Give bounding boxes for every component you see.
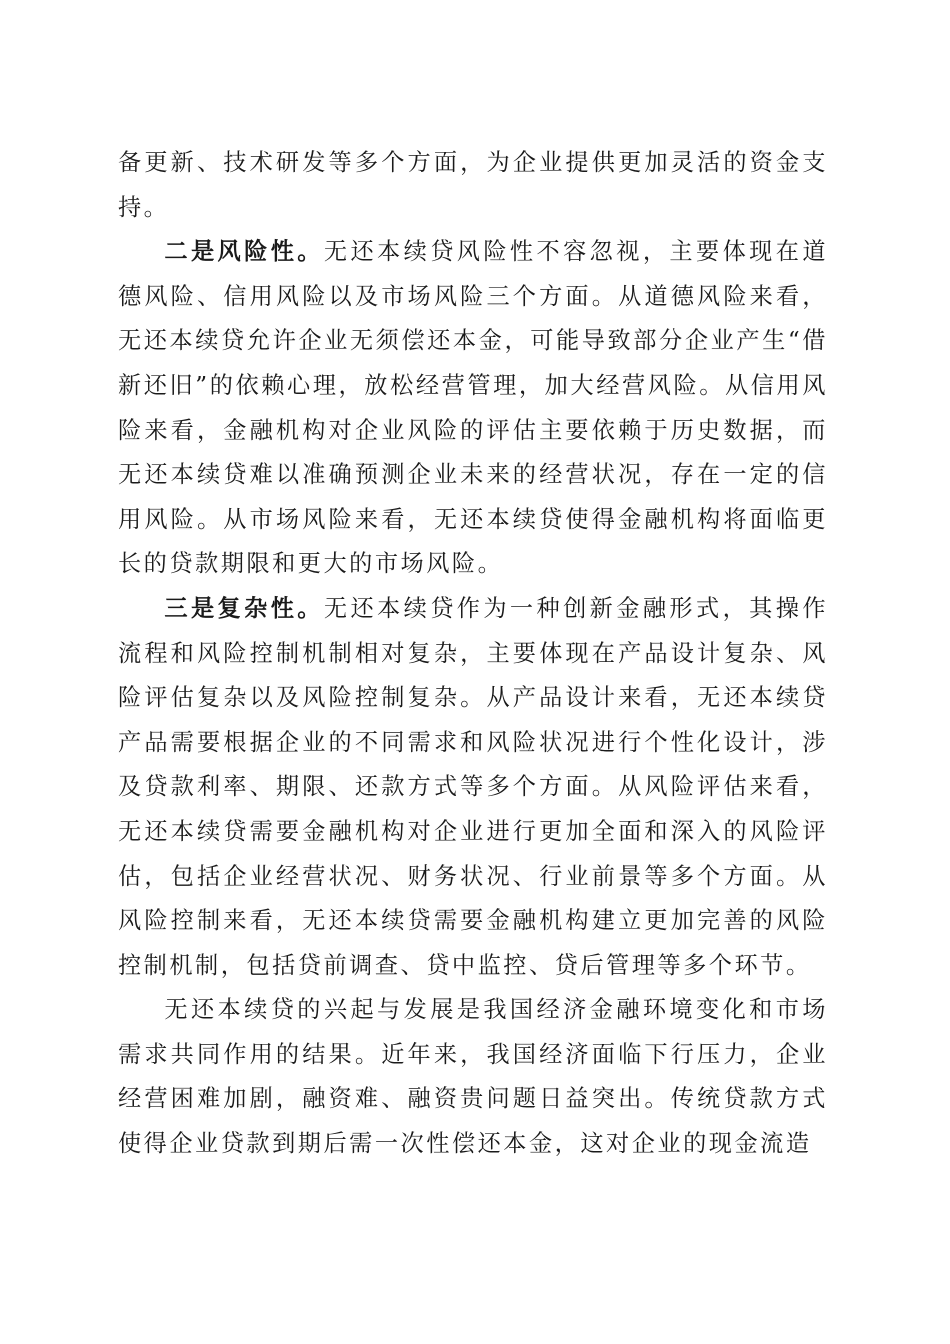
paragraph-background [118, 988, 828, 1166]
document-body [118, 141, 828, 1167]
paragraph-continuation [118, 141, 828, 230]
paragraph-text: 备更新、技术研发等多个方面，为企业提供更加灵活的资金支持。 [118, 149, 828, 221]
paragraph-risk [118, 230, 828, 587]
paragraph-text: 无还本续贷的兴起与发展是我国经济金融环境变化和市场需求共同作用的结果。近年来，我国经济面临下行压力，企业经营困难加剧，融资难、融资贵问题日益突出。传统贷款方式使得企业贷款到期后需一次性偿还本金，这对企业的现金流造 [118, 996, 828, 1158]
paragraph-complexity [118, 587, 828, 988]
paragraph-text: 无还本续贷风险性不容忽视，主要体现在道德风险、信用风险以及市场风险三个方面。从道德风险来看，无还本续贷允许企业无须偿还本金，可能导致部分企业产生“借新还旧”的依赖心理，放松经营管理，加大经营风险。从信用风险来看，金融机构对企业风险的评估主要依赖于历史数据，而无还本续贷难以准确预测企业未来的经营状况，存在一定的信用风险。从市场风险来看，无还本续贷使得金融机构将面临更长的贷款期限和更大的市场风险。 [118, 238, 829, 578]
paragraph-text: 无还本续贷作为一种创新金融形式，其操作流程和风险控制机制相对复杂，主要体现在产品设计复杂、风险评估复杂以及风险控制复杂。从产品设计来看，无还本续贷产品需要根据企业的不同需求和风险状况进行个性化设计，涉及贷款利率、期限、还款方式等多个方面。从风险评估来看，无还本续贷需要金融机构对企业进行更加全面和深入的风险评估，包括企业经营状况、财务状况、行业前景等多个方面。从风险控制来看，无还本续贷需要金融机构建立更加完善的风险控制机制，包括贷前调查、贷中监控、贷后管理等多个环节。 [118, 594, 829, 979]
paragraph-lead-heading: 二是风险性。 [164, 238, 324, 266]
paragraph-lead-heading: 三是复杂性。 [164, 594, 324, 622]
